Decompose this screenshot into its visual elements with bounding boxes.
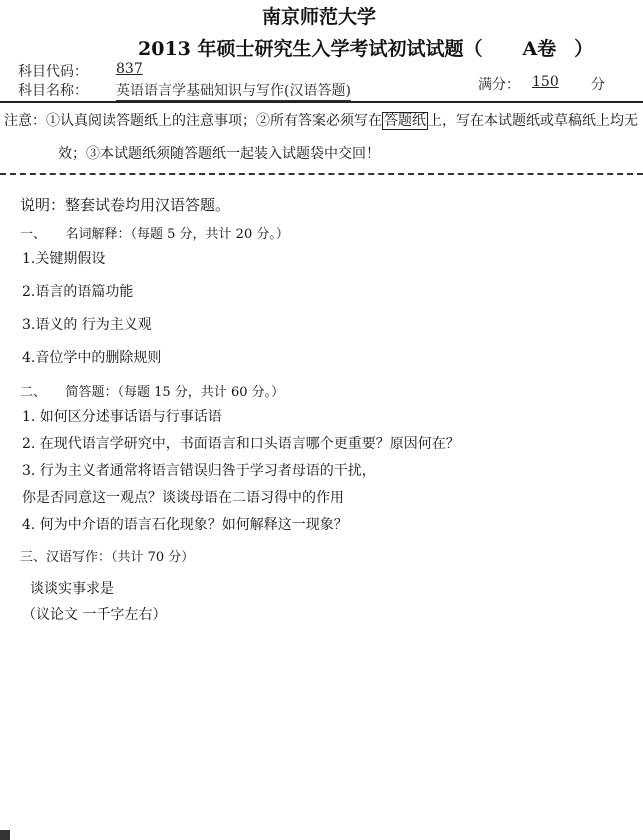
section-1-item-3: 3.语义的 行为主义观: [22, 317, 152, 333]
section-1-item-4: 4.音位学中的删除规则: [22, 350, 162, 366]
subject-code-value: 837: [116, 61, 143, 77]
paper-close: ）: [574, 38, 594, 60]
section-2-item-1: 1. 如何区分述事话语与行事话语: [22, 409, 222, 425]
notice-divider: [0, 173, 643, 175]
full-score-label: 满分：: [478, 77, 520, 93]
writing-requirement: （议论文 一千字左右）: [22, 607, 167, 623]
full-score-value: 150: [532, 74, 559, 90]
notice-text-b: 上，写在本试题纸或草稿纸上均无: [428, 113, 638, 129]
paper-version: A卷: [522, 38, 557, 60]
header-divider: [0, 101, 643, 103]
scan-corner-mark: [0, 830, 10, 840]
notice-text-a: 注意：①认真阅读答题纸上的注意事项；②所有答案必须写在: [4, 113, 382, 129]
exam-title-text: 2013 年硕士研究生入学考试初试试题（: [138, 38, 483, 60]
subject-name-label: 科目名称：: [18, 83, 88, 99]
instruction-note: 说明：整套试卷均用汉语答题。: [20, 196, 231, 214]
school-name: 南京师范大学: [262, 6, 377, 28]
full-score-unit: 分: [591, 77, 605, 93]
section-2-item-4: 4. 何为中介语的语言石化现象？如何解释这一现象？: [22, 517, 348, 533]
notice-line-1: [4, 110, 638, 130]
section-3-heading: 三、汉语写作：（共计 70 分）: [20, 550, 195, 565]
section-1-item-1: 1.关键期假设: [22, 251, 106, 267]
section-2-item-3-cont: 你是否同意这一观点？谈谈母语在二语习得中的作用: [22, 490, 344, 506]
subject-code-label: 科目代码：: [18, 64, 88, 80]
subject-name-value: 英语语言学基础知识与写作(汉语答题): [116, 80, 351, 101]
section-2-item-3: 3. 行为主义者通常将语言错误归咎于学习者母语的干扰，: [22, 463, 376, 479]
answer-sheet-boxed: 答题纸: [384, 113, 426, 129]
section-1-heading: 一、 名词解释：（每题 5 分，共计 20 分。）: [20, 227, 289, 242]
section-1-item-2: 2.语言的语篇功能: [22, 284, 134, 300]
writing-topic: 谈谈实事求是: [30, 581, 114, 597]
section-2-heading: 二、 简答题：（每题 15 分，共计 60 分。）: [20, 385, 285, 400]
notice-line-2: 效；③本试题纸须随答题纸一起装入试题袋中交回！: [58, 146, 380, 162]
exam-title: [138, 34, 593, 61]
section-2-item-2: 2. 在现代语言学研究中，书面语言和口头语言哪个更重要？原因何在？: [22, 436, 460, 452]
